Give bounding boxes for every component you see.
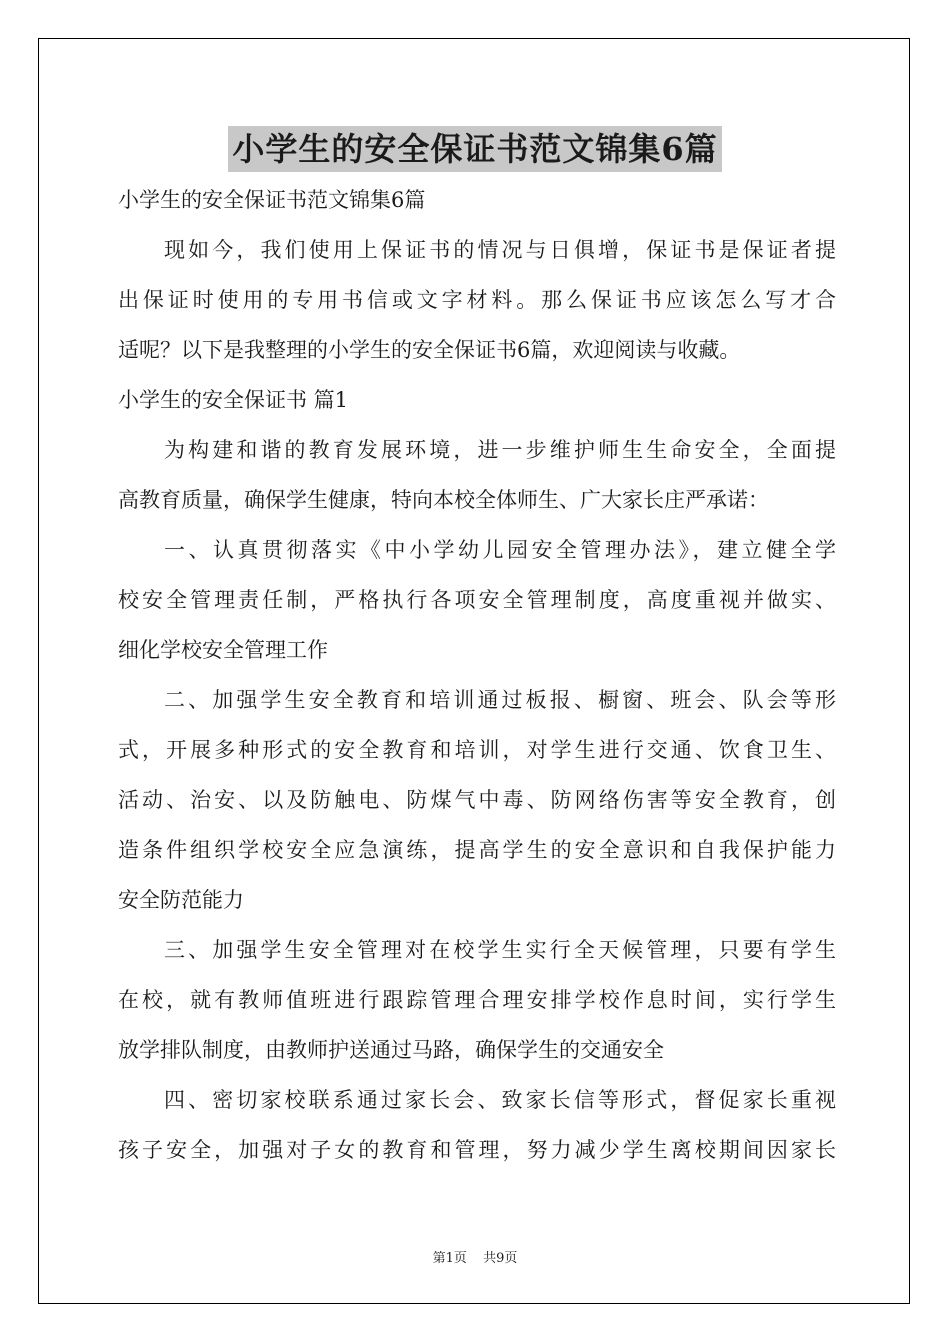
subtitle-line: 小学生的安全保证书范文锦集6篇 xyxy=(118,188,426,212)
title-container xyxy=(0,126,950,172)
item2-line-3: 活动、治安、以及防触电、防煤气中毒、防网络伤害等安全教育，创 xyxy=(118,788,836,812)
item4-line-2: 孩子安全，加强对子女的教育和管理，努力减少学生离校期间因家长 xyxy=(118,1138,836,1162)
item2-line-5: 安全防范能力 xyxy=(118,888,244,912)
intro-line-3: 适呢？以下是我整理的小学生的安全保证书6篇，欢迎阅读与收藏。 xyxy=(118,338,741,362)
document-body xyxy=(118,178,836,1178)
intro-line-2: 出保证时使用的专用书信或文字材料。那么保证书应该怎么写才合 xyxy=(118,288,836,312)
item4-line-1: 四、密切家校联系通过家长会、致家长信等形式，督促家长重视 xyxy=(164,1088,836,1112)
item3-line-3: 放学排队制度，由教师护送通过马路，确保学生的交通安全 xyxy=(118,1038,664,1062)
page-total: 共9页 xyxy=(483,1251,518,1266)
item3-line-2: 在校，就有教师值班进行跟踪管理合理安排学校作息时间，实行学生 xyxy=(118,988,836,1012)
item1-line-3: 细化学校安全管理工作 xyxy=(118,638,328,662)
item1-line-1: 一、认真贯彻落实《中小学幼儿园安全管理办法》，建立健全学 xyxy=(164,538,836,562)
para1-line-1: 为构建和谐的教育发展环境，进一步维护师生生命安全，全面提 xyxy=(164,438,836,462)
para1-line-2: 高教育质量，确保学生健康，特向本校全体师生、广大家长庄严承诺： xyxy=(118,488,769,512)
page-footer xyxy=(0,1247,950,1266)
item1-line-2: 校安全管理责任制，严格执行各项安全管理制度，高度重视并做实、 xyxy=(118,588,836,612)
section-heading: 小学生的安全保证书 篇1 xyxy=(118,388,349,412)
item2-line-1: 二、加强学生安全教育和培训通过板报、橱窗、班会、队会等形 xyxy=(164,688,836,712)
document-title: 小学生的安全保证书范文锦集6篇 xyxy=(228,126,721,172)
page-number: 第1页 xyxy=(432,1251,467,1266)
intro-line-1: 现如今，我们使用上保证书的情况与日俱增，保证书是保证者提 xyxy=(164,238,836,262)
item2-line-4: 造条件组织学校安全应急演练，提高学生的安全意识和自我保护能力 xyxy=(118,838,836,862)
item3-line-1: 三、加强学生安全管理对在校学生实行全天候管理，只要有学生 xyxy=(164,938,836,962)
item2-line-2: 式，开展多种形式的安全教育和培训，对学生进行交通、饮食卫生、 xyxy=(118,738,836,762)
